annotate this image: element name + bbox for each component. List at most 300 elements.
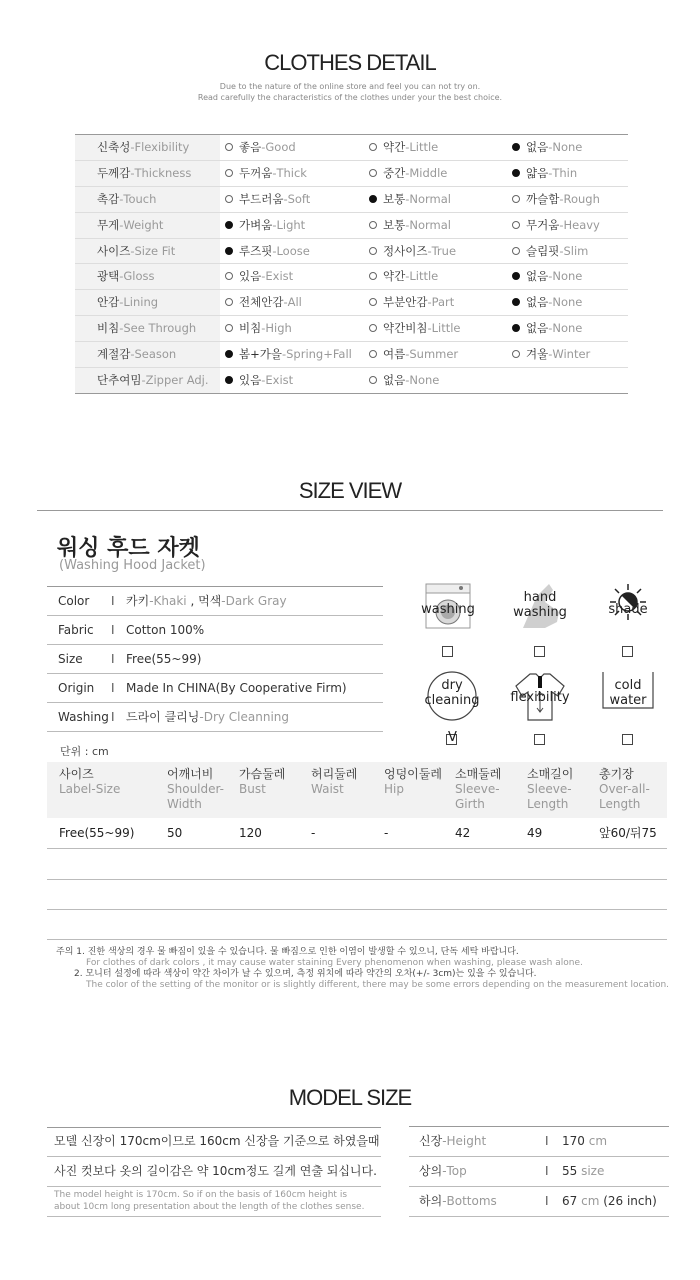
detail-option-ko: 없음: [526, 140, 549, 154]
size-table-empty-line-2: [47, 909, 667, 910]
detail-option: [225, 135, 296, 160]
detail-label-ko: 비침: [97, 321, 120, 336]
model-size-key-ko: 상의: [419, 1164, 443, 1178]
model-size-extra: (26 inch): [603, 1194, 657, 1208]
empty-circle-icon: [512, 247, 520, 255]
detail-row: [75, 290, 628, 316]
detail-option-en: -Heavy: [559, 217, 600, 232]
detail-option: [225, 239, 310, 264]
detail-option: [225, 161, 307, 186]
model-size-row: [409, 1157, 669, 1187]
spec-value: [126, 645, 201, 673]
care-label: [588, 678, 668, 708]
spec-key: Washing: [58, 710, 109, 724]
size-column-header: [167, 767, 224, 812]
detail-option: [512, 316, 582, 341]
care-label-1: flexibility: [510, 690, 570, 705]
empty-circle-icon: [369, 247, 377, 255]
detail-row-label: [75, 290, 220, 315]
spec-row: [47, 587, 383, 616]
spec-value-en: -Dry Cleanning: [199, 710, 290, 724]
model-desc-en-row: [47, 1187, 381, 1217]
detail-option-en: -Little: [405, 140, 439, 154]
size-table-bottom-line: [47, 939, 667, 940]
size-column-ko: 소매둘레: [455, 767, 502, 781]
spec-separator: I: [111, 710, 115, 724]
detail-option-en: -Summer: [405, 347, 459, 362]
note-2-ko: 2. 모니터 설정에 따라 색상이 약간 차이가 날 수 있으며, 측정 위치에 따라 약간의 오차(+/- 3cm)는 있을 수 있습니다.: [74, 969, 537, 979]
detail-row-label: [75, 316, 220, 341]
detail-option-en: -None: [405, 373, 440, 388]
size-cell: 50: [167, 826, 183, 840]
detail-label-ko: 계절감: [97, 347, 131, 362]
detail-label-en: -Touch: [119, 191, 157, 206]
care-item: [588, 582, 668, 642]
empty-circle-icon: [225, 272, 233, 280]
care-label-1: washing: [421, 602, 475, 617]
detail-label-en: -Flexibility: [130, 140, 190, 154]
spec-value-ko: Cotton 100%: [126, 623, 205, 637]
detail-option: [225, 342, 352, 367]
spec-separator: I: [111, 594, 115, 608]
model-size-value: [562, 1127, 607, 1156]
detail-option-en: -Normal: [405, 191, 451, 206]
empty-circle-icon: [512, 221, 520, 229]
size-column-en-1: Shoulder-: [167, 782, 224, 796]
model-size-key: [419, 1127, 486, 1156]
detail-option-ko: 비침: [239, 321, 262, 336]
detail-label-ko: 신축성: [97, 140, 131, 154]
detail-option-ko: 무거움: [526, 217, 560, 232]
care-item: [500, 582, 580, 642]
detail-option-ko: 까슬함: [526, 191, 560, 206]
detail-option: [512, 239, 588, 264]
size-cell: 42: [455, 826, 471, 840]
detail-option-en: -Loose: [272, 243, 310, 258]
detail-option-ko: 보통: [383, 217, 406, 232]
detail-label-en: -Thickness: [130, 165, 192, 180]
model-desc-2: 사진 컷보다 옷의 길이감은 약 10cm정도 길게 연출 되십니다.: [54, 1164, 377, 1178]
spec-separator: I: [111, 681, 115, 695]
size-column-header: [455, 767, 501, 812]
selected-dot-icon: [512, 169, 520, 177]
size-cell: 120: [239, 826, 262, 840]
detail-option: [512, 342, 590, 367]
detail-option: [369, 316, 460, 341]
empty-circle-icon: [369, 298, 377, 306]
size-table-header: [47, 762, 667, 818]
selected-dot-icon: [369, 195, 377, 203]
detail-option-en: -None: [548, 295, 583, 310]
spec-separator: I: [111, 652, 115, 666]
size-column-header: [384, 767, 442, 797]
empty-circle-icon: [369, 143, 377, 151]
detail-row: [75, 368, 628, 393]
product-name-en: (Washing Hood Jacket): [59, 558, 206, 573]
note-2-en: The color of the setting of the monitor or is slightly different, there may be some errors depending on the measurement location.: [86, 980, 670, 990]
spec-value-ko: 드라이 클리닝: [126, 710, 200, 724]
detail-option-en: -Exist: [261, 373, 294, 388]
model-size-number: 67: [562, 1194, 578, 1208]
detail-label-ko: 두께감: [97, 165, 131, 180]
detail-option: [369, 239, 456, 264]
detail-option: [369, 290, 454, 315]
detail-label-ko: 촉감: [97, 191, 120, 206]
size-column-ko: 어깨너비: [167, 767, 214, 781]
size-column-en-2: Length: [599, 797, 641, 811]
model-size-separator: I: [545, 1164, 549, 1178]
size-column-en-2: Length: [527, 797, 569, 811]
care-item: [408, 582, 488, 642]
unit-label: 단위 : cm: [60, 745, 109, 758]
care-label: [500, 590, 580, 620]
empty-circle-icon: [369, 376, 377, 384]
model-size-key-en: -Top: [442, 1164, 467, 1178]
detail-label-en: -Size Fit: [130, 243, 176, 258]
care-label-1: dry: [441, 678, 463, 693]
model-desc-en-1: The model height is 170cm. So if on the basis of 160cm height is: [54, 1190, 348, 1200]
empty-circle-icon: [512, 195, 520, 203]
empty-circle-icon: [369, 324, 377, 332]
size-column-header: [311, 767, 357, 797]
detail-row: [75, 161, 628, 187]
detail-option-ko: 슬림핏: [526, 243, 560, 258]
detail-row: [75, 187, 628, 213]
detail-row-label: [75, 342, 220, 367]
size-view-divider: [37, 510, 663, 511]
size-cell: 49: [527, 826, 543, 840]
spec-row: [47, 674, 383, 703]
care-label: [408, 602, 488, 617]
detail-option-ko: 중간: [383, 165, 406, 180]
size-cell: 앞60/뒤75: [599, 826, 657, 840]
detail-label-en: -See Through: [119, 321, 197, 336]
model-desc-en-2: about 10cm long presentation about the length of the clothes sense.: [54, 1202, 365, 1212]
detail-label-en: -Season: [130, 347, 177, 362]
note-1-ko: 주의 1. 진한 색상의 경우 물 빠짐이 있을 수 있습니다. 물 빠짐으로 인한 이염이 발생할 수 있으니, 단독 세탁 바랍니다.: [56, 947, 519, 957]
selected-dot-icon: [225, 350, 233, 358]
detail-row-label: [75, 239, 220, 264]
detail-option: [512, 161, 577, 186]
size-column-ko: 사이즈: [59, 767, 94, 781]
detail-option-ko: 없음: [383, 373, 406, 388]
detail-row-label: [75, 213, 220, 238]
model-size-key-en: -Bottoms: [442, 1194, 497, 1208]
selected-dot-icon: [225, 221, 233, 229]
model-size-separator: I: [545, 1194, 549, 1208]
detail-option-ko: 있음: [239, 373, 262, 388]
detail-option-ko: 여름: [383, 347, 406, 362]
detail-label-ko: 광택: [97, 269, 120, 284]
size-column-en-1: Hip: [384, 782, 404, 796]
clothes-detail-subtitle-1: Due to the nature of the online store and feel you can not try on.: [219, 82, 481, 91]
detail-option-ko: 겨울: [526, 347, 549, 362]
detail-option-en: -Light: [272, 217, 306, 232]
detail-option-en: -All: [283, 295, 302, 310]
selected-dot-icon: [225, 376, 233, 384]
size-column-en-2: Width: [167, 797, 202, 811]
detail-row: [75, 342, 628, 368]
care-item: [500, 670, 580, 730]
size-view-title: SIZE VIEW: [298, 478, 402, 503]
detail-option-ko: 얇음: [526, 165, 549, 180]
detail-label-en: -Zipper Adj.: [141, 373, 209, 388]
care-checkbox[interactable]: [446, 730, 457, 745]
detail-option: [512, 135, 582, 160]
detail-option-ko: 봄+가을: [239, 347, 282, 362]
detail-option-en: -Exist: [261, 269, 294, 284]
size-cell: Free(55~99): [59, 826, 135, 840]
check-mark-icon: V: [448, 730, 457, 745]
empty-circle-icon: [512, 350, 520, 358]
model-desc-en: [54, 1189, 364, 1213]
model-size-number: 170: [562, 1134, 585, 1148]
size-table-row: [47, 818, 667, 849]
clothes-detail-title: CLOTHES DETAIL: [264, 50, 436, 75]
size-column-en-1: Over-all-: [599, 782, 650, 796]
model-size-title: MODEL SIZE: [288, 1085, 412, 1110]
spec-value-en-2: -Dark Gray: [221, 594, 287, 608]
size-column-en-1: Sleeve-: [527, 782, 572, 796]
care-label-1: hand: [523, 590, 557, 605]
size-column-en-1: Label-Size: [59, 782, 121, 796]
spec-row: [47, 616, 383, 645]
detail-label-ko: 무게: [97, 217, 120, 232]
selected-dot-icon: [512, 324, 520, 332]
detail-option: [225, 264, 293, 289]
detail-option: [225, 316, 292, 341]
detail-option-ko: 전체안감: [239, 295, 284, 310]
care-label-2: water: [609, 693, 647, 708]
spec-key: Fabric: [58, 623, 94, 637]
detail-option-ko: 약간: [383, 140, 406, 154]
selected-dot-icon: [512, 272, 520, 280]
care-label: [588, 602, 668, 617]
detail-option-ko: 약간: [383, 269, 406, 284]
detail-option-en: -Spring+Fall: [281, 347, 352, 362]
detail-option-en: -Part: [427, 295, 455, 310]
care-checkbox[interactable]: [622, 734, 633, 745]
spec-value-ko: 카키: [126, 594, 150, 608]
detail-option: [225, 213, 305, 238]
care-label: [412, 678, 492, 708]
model-desc-1-row: [47, 1127, 381, 1157]
spec-row: [47, 645, 383, 674]
model-size-key: [419, 1187, 497, 1216]
empty-circle-icon: [369, 272, 377, 280]
model-size-unit: cm: [584, 1134, 608, 1148]
care-label-2: cleaning: [424, 693, 480, 708]
spec-value-ko: Made In CHINA(By Cooperative Firm): [126, 681, 347, 695]
detail-row-label: [75, 264, 220, 289]
clothes-detail-subtitle-2: Read carefully the characteristics of the clothes under your the best choice.: [197, 93, 503, 102]
detail-option-ko: 가벼움: [239, 217, 273, 232]
detail-row-label: [75, 368, 220, 393]
detail-option-ko: 루즈핏: [239, 243, 273, 258]
detail-option-ko: 약간비침: [383, 321, 428, 336]
spec-value: [126, 703, 289, 731]
size-column-ko: 가슴둘레: [239, 767, 286, 781]
spec-value: [126, 616, 204, 644]
spec-separator: I: [111, 623, 115, 637]
care-checkbox[interactable]: [534, 734, 545, 745]
detail-option-en: -Little: [427, 321, 461, 336]
note-1-en: For clothes of dark colors , it may cause water staining Every phenomenon when washing, please wash alone.: [86, 958, 583, 968]
detail-option-en: -Winter: [548, 347, 591, 362]
detail-option: [225, 290, 302, 315]
empty-circle-icon: [225, 169, 233, 177]
model-size-key: [419, 1157, 467, 1186]
model-size-key-ko: 신장: [419, 1134, 443, 1148]
model-size-unit: cm: [577, 1194, 604, 1208]
detail-row: [75, 264, 628, 290]
detail-option-ko: 있음: [239, 269, 262, 284]
spec-value: [126, 587, 287, 615]
detail-row: [75, 239, 628, 265]
detail-option-en: -Slim: [559, 243, 589, 258]
detail-label-ko: 단추여밈: [97, 373, 142, 388]
size-cell: -: [384, 826, 389, 840]
empty-circle-icon: [225, 143, 233, 151]
size-table-empty-line-1: [47, 879, 667, 880]
detail-option-ko: 없음: [526, 269, 549, 284]
size-column-header: [527, 767, 573, 812]
detail-option-en: -Middle: [405, 165, 448, 180]
selected-dot-icon: [512, 298, 520, 306]
detail-option-en: -Little: [405, 269, 439, 284]
model-size-row: [409, 1127, 669, 1157]
detail-option: [369, 187, 451, 212]
size-column-ko: 총기장: [599, 767, 634, 781]
detail-option-en: -Rough: [559, 191, 600, 206]
care-checkbox[interactable]: [622, 646, 633, 657]
spec-key: Size: [58, 652, 83, 666]
detail-option-en: -High: [261, 321, 292, 336]
detail-option-ko: 좋음: [239, 140, 262, 154]
detail-row-label: [75, 161, 220, 186]
detail-option-ko: 부분안감: [383, 295, 428, 310]
clothes-detail-table: [75, 134, 628, 394]
detail-option: [369, 135, 438, 160]
empty-circle-icon: [225, 195, 233, 203]
detail-row: [75, 135, 628, 161]
detail-row: [75, 316, 628, 342]
detail-option-en: -Thin: [548, 165, 578, 180]
detail-option-en: -Thick: [272, 165, 307, 180]
model-size-separator: I: [545, 1134, 549, 1148]
detail-option: [225, 187, 310, 212]
empty-circle-icon: [369, 169, 377, 177]
detail-option-ko: 정사이즈: [383, 243, 428, 258]
detail-label-en: -Lining: [119, 295, 159, 310]
detail-option-ko: 보통: [383, 191, 406, 206]
detail-option: [369, 213, 451, 238]
detail-option: [512, 213, 600, 238]
size-column-header: [239, 767, 285, 797]
care-item: [412, 670, 492, 730]
detail-label-ko: 안감: [97, 295, 120, 310]
detail-option: [369, 368, 439, 393]
detail-option-en: -None: [548, 140, 583, 154]
spec-value: [126, 674, 347, 702]
product-name-ko: 워싱 후드 자켓: [57, 536, 200, 561]
care-label-1: shade: [608, 602, 648, 617]
detail-option: [512, 187, 600, 212]
detail-option-ko: 없음: [526, 321, 549, 336]
model-desc-2-row: [47, 1157, 381, 1187]
size-column-ko: 소매길이: [527, 767, 574, 781]
detail-row: [75, 213, 628, 239]
size-cell: -: [311, 826, 316, 840]
spec-value-ko-2: , 먹색: [186, 594, 222, 608]
detail-option-en: -Good: [261, 140, 296, 154]
detail-row-label: [75, 135, 220, 160]
spec-key: Color: [58, 594, 90, 608]
care-checkbox[interactable]: [534, 646, 545, 657]
care-item: [588, 670, 668, 730]
detail-label-ko: 사이즈: [97, 243, 131, 258]
detail-option-en: -True: [427, 243, 457, 258]
selected-dot-icon: [225, 247, 233, 255]
empty-circle-icon: [225, 298, 233, 306]
detail-option: [369, 264, 438, 289]
empty-circle-icon: [369, 221, 377, 229]
size-column-en-1: Sleeve-: [455, 782, 500, 796]
care-checkbox[interactable]: [442, 646, 453, 657]
detail-row-label: [75, 187, 220, 212]
empty-circle-icon: [369, 350, 377, 358]
detail-option: [369, 342, 458, 367]
size-column-header: [59, 767, 120, 797]
detail-option: [369, 161, 447, 186]
note-1: [56, 947, 669, 991]
model-size-value: [562, 1157, 604, 1186]
detail-option-en: -Normal: [405, 217, 451, 232]
care-label-2: washing: [513, 605, 567, 620]
size-column-en-1: Waist: [311, 782, 344, 796]
model-desc-1: 모델 신장이 170cm이므로 160cm 신장을 기준으로 하였을때: [54, 1134, 380, 1148]
selected-dot-icon: [512, 143, 520, 151]
model-size-row: [409, 1187, 669, 1217]
spec-key: Origin: [58, 681, 95, 695]
detail-option-ko: 두꺼움: [239, 165, 273, 180]
size-column-ko: 엉덩이둘레: [384, 767, 442, 781]
detail-option-ko: 없음: [526, 295, 549, 310]
size-column-header: [599, 767, 650, 812]
model-size-key-en: -Height: [442, 1134, 487, 1148]
model-size-unit: size: [577, 1164, 605, 1178]
detail-option: [225, 368, 293, 393]
detail-option-en: -None: [548, 321, 583, 336]
care-label-1: cold: [614, 678, 642, 693]
spec-value-en: -Khaki: [149, 594, 187, 608]
model-size-value: [562, 1187, 657, 1216]
detail-option: [512, 264, 582, 289]
detail-option-en: -None: [548, 269, 583, 284]
model-size-number: 55: [562, 1164, 578, 1178]
detail-option: [512, 290, 582, 315]
detail-option-en: -Soft: [283, 191, 311, 206]
size-column-ko: 허리둘레: [311, 767, 358, 781]
size-column-en-2: Girth: [455, 797, 485, 811]
model-size-key-ko: 하의: [419, 1194, 443, 1208]
spec-value-ko: Free(55~99): [126, 652, 202, 666]
care-label: [500, 690, 580, 705]
empty-circle-icon: [225, 324, 233, 332]
spec-row: [47, 703, 383, 732]
detail-label-en: -Gloss: [119, 269, 155, 284]
detail-label-en: -Weight: [119, 217, 164, 232]
